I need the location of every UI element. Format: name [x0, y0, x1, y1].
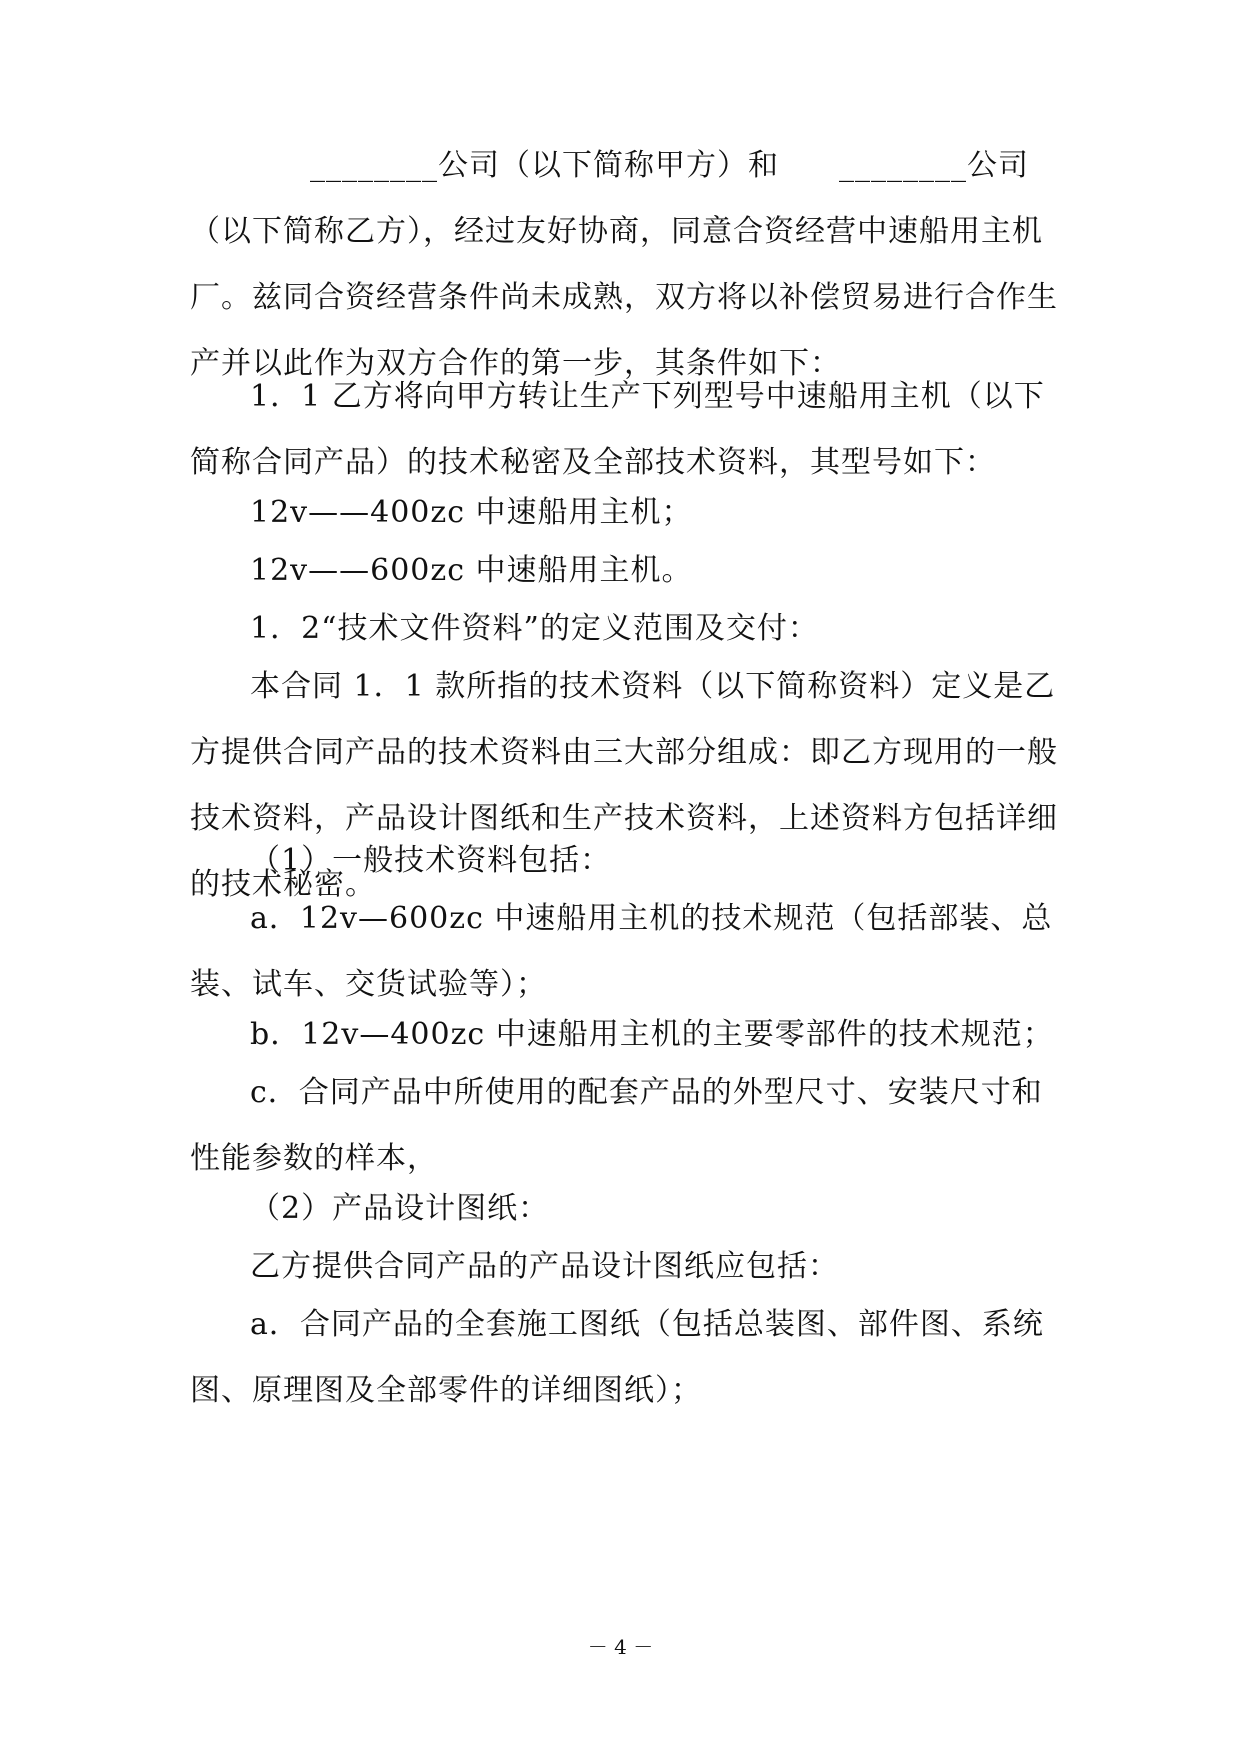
model-400zc: 12v——400zc 中速船用主机； [250, 495, 693, 530]
general-docs-item-a: a．12v—600zc 中速船用主机的技术规范（包括部装、总装、试车、交货试验等）； [190, 901, 1053, 1002]
clause-1-1: 1．1 乙方将向甲方转让生产下列型号中速船用主机（以下简称合同产品）的技术秘密及全部技术资料，其型号如下： [190, 379, 1045, 480]
blank-party-a: ________ [310, 148, 438, 183]
design-drawings-heading: （2）产品设计图纸： [250, 1191, 550, 1226]
blank-party-b: ________ [839, 148, 967, 183]
intro-text-2: 公司（以下简称乙方），经过友好协商，同意合资经营中速船用主机厂。兹同合资经营条件尚未成熟，双方将以补偿贸易进行合作生产并以此作为双方合作的第一步，其条件如下： [190, 148, 1058, 381]
general-docs-item-c: c．合同产品中所使用的配套产品的外型尺寸、安装尺寸和性能参数的样本， [190, 1075, 1043, 1176]
design-drawings-item-a: a．合同产品的全套施工图纸（包括总装图、部件图、系统图、原理图及全部零件的详细图纸）； [190, 1307, 1044, 1408]
clause-1-2: 1．2“技术文件资料”的定义范围及交付： [250, 611, 819, 646]
page-number: － 4 － [587, 1635, 654, 1659]
general-docs-item-b: b．12v—400zc 中速船用主机的主要零部件的技术规范； [250, 1017, 1054, 1052]
definition-paragraph: 本合同 1．1 款所指的技术资料（以下简称资料）定义是乙方提供合同产品的技术资料由三大部分组成：即乙方现用的一般技术资料，产品设计图纸和生产技术资料，上述资料方包括详细的技术秘密。 [190, 669, 1058, 902]
intro-paragraph [190, 133, 1070, 397]
intro-text-1: 公司（以下简称甲方）和 [438, 148, 779, 183]
model-600zc: 12v——600zc 中速船用主机。 [250, 553, 693, 588]
general-docs-heading: （1）一般技术资料包括： [250, 843, 612, 878]
design-drawings-intro: 乙方提供合同产品的产品设计图纸应包括： [250, 1249, 839, 1284]
